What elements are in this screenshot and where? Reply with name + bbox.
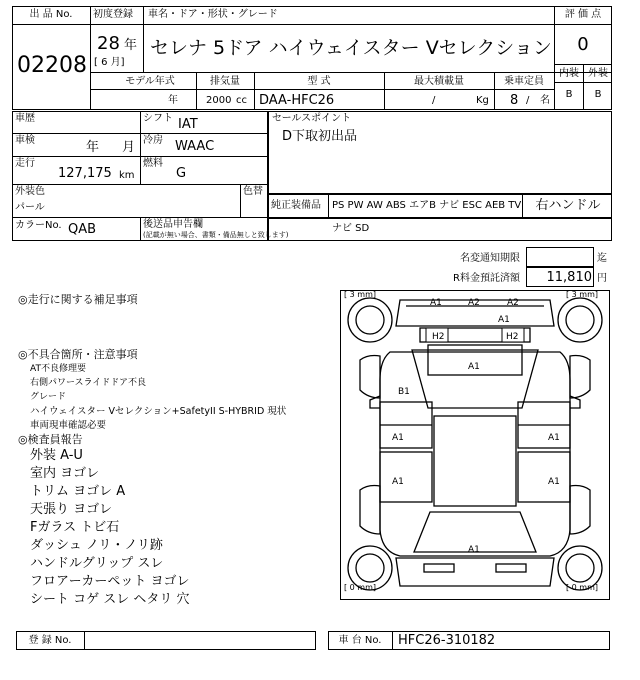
- score-label: 評 価 点: [564, 9, 602, 20]
- capacity-label: 乗車定員: [504, 76, 544, 87]
- defect-line: AT不良修理要: [30, 364, 86, 374]
- damage-mark: A1: [548, 433, 560, 443]
- ac-value: WAAC: [175, 139, 215, 154]
- color-no-label: カラーNo.: [15, 220, 62, 231]
- equipment-value: PS PW AW ABS エアB ナビ ESC AEB TV: [332, 200, 522, 211]
- damage-mark: A2: [507, 298, 519, 308]
- exterior-label: 外装: [588, 68, 608, 79]
- max-load-unit: Kg: [476, 95, 489, 106]
- model-year-unit: 年: [168, 95, 178, 106]
- name-change-label: 名変通知期限: [460, 253, 520, 264]
- interior-value: B: [565, 89, 573, 100]
- after-note: (記載が無い場合、書類・備品無しと致します): [143, 231, 289, 239]
- after-value-box: [268, 218, 612, 241]
- max-load-label: 最大積載量: [414, 76, 464, 87]
- recycle-value: 11,810: [546, 270, 592, 285]
- damage-mark: B1: [398, 387, 410, 397]
- color-no-value: QAB: [68, 222, 97, 237]
- damage-mark: A1: [430, 298, 442, 308]
- displacement-unit: cc: [236, 95, 247, 106]
- tire-rr-label: [ 0 mm]: [566, 583, 599, 592]
- recolor-label: 色替: [243, 186, 263, 197]
- inspector-line: 室内 ヨゴレ: [30, 466, 100, 481]
- fuel-value: G: [176, 166, 187, 181]
- fuel-label: 燃料: [143, 158, 163, 169]
- shift-value: IAT: [178, 117, 198, 132]
- handle-value: 右ハンドル: [535, 198, 601, 213]
- exterior-value: B: [594, 89, 602, 100]
- damage-mark: A1: [548, 477, 560, 487]
- color-value: パール: [15, 202, 45, 213]
- mileage-label: 走行: [15, 158, 35, 169]
- displacement-value: 2000: [206, 95, 232, 106]
- history-label: 車歴: [15, 113, 35, 124]
- defect-line: 車両現車確認必要: [30, 420, 107, 431]
- inspector-line: 天張り ヨゴレ: [30, 502, 113, 517]
- sales-point-label: セールスポイント: [272, 113, 352, 124]
- capacity-unit: 名: [540, 95, 550, 106]
- mileage-value: 127,175: [58, 166, 112, 181]
- inspector-line: フロアーカーペット ヨゴレ: [30, 574, 190, 589]
- shift-label: シフト: [143, 113, 173, 124]
- capacity-separator: /: [526, 95, 530, 106]
- defect-heading: ◎不具合箇所・注意事項: [18, 348, 138, 361]
- tire-rl-label: [ 0 mm]: [344, 583, 377, 592]
- driving-heading: ◎走行に関する補足事項: [18, 293, 138, 306]
- damage-mark: A1: [468, 545, 480, 555]
- inspection-month-unit: 月: [122, 140, 136, 155]
- damage-mark: H2: [506, 332, 519, 342]
- max-load-value: /: [432, 95, 436, 106]
- year-value: 28: [97, 33, 120, 54]
- damage-mark: A1: [392, 477, 404, 487]
- inspection-label: 車検: [15, 135, 35, 146]
- after-label: 後送品申告欄: [143, 219, 203, 230]
- name-change-unit: 迄: [597, 253, 607, 264]
- model-year-label: モデル年式: [125, 76, 175, 87]
- tire-fr-label: [ 3 mm]: [566, 290, 599, 299]
- tire-fl-label: [ 3 mm]: [344, 290, 377, 299]
- damage-mark: A2: [468, 298, 480, 308]
- damage-mark: H2: [432, 332, 445, 342]
- lot-number: 02208: [17, 53, 87, 78]
- car-diagram: [340, 290, 610, 600]
- recycle-unit: 円: [597, 273, 607, 284]
- first-reg-label: 初度登録: [93, 9, 133, 20]
- damage-mark: A1: [498, 315, 510, 325]
- tire-front-left-icon: [348, 298, 392, 342]
- model-value: DAA-HFC26: [259, 93, 335, 108]
- inspector-line: 外装 A-U: [30, 448, 83, 463]
- inspector-line: Fガラス トビ石: [30, 520, 120, 535]
- inspector-heading: ◎検査員報告: [18, 433, 83, 446]
- model-label: 型 式: [307, 76, 331, 87]
- sales-point-value: D下取初出品: [282, 129, 358, 144]
- after-value: ナビ SD: [332, 223, 370, 234]
- name-change-box: [526, 247, 594, 267]
- capacity-value: 8: [510, 93, 519, 108]
- reg-label: 登 録 No.: [28, 635, 72, 646]
- year-unit: 年: [124, 38, 138, 53]
- inspector-line: ダッシュ ノリ・ノリ跡: [30, 538, 163, 553]
- ac-label: 冷房: [143, 135, 163, 146]
- interior-label: 内装: [559, 68, 579, 79]
- defect-line: 右側パワースライドドア不良: [30, 378, 147, 388]
- lot-label: 出 品 No.: [29, 9, 73, 20]
- inspector-line: ハンドルグリップ スレ: [30, 556, 164, 571]
- inspector-line: トリム ヨゴレ A: [30, 484, 126, 499]
- chassis-label: 車 台 No.: [338, 635, 382, 646]
- color-label: 外装色: [15, 186, 45, 197]
- defect-line: ハイウェイスター Vセレクション+SafetyII S-HYBRID 現状: [30, 406, 287, 417]
- month-value: [ 6 月]: [94, 57, 125, 68]
- mileage-unit: km: [119, 170, 135, 181]
- defect-line: グレード: [30, 392, 67, 402]
- car-name: セレナ 5ドア ハイウェイスター Vセレクション: [150, 37, 552, 59]
- name-label: 車名・ドア・形状・グレード: [148, 9, 278, 20]
- displacement-label: 排気量: [210, 76, 240, 87]
- chassis-value: HFC26-310182: [398, 633, 496, 648]
- score-value: 0: [577, 34, 589, 55]
- inspection-year-unit: 年: [86, 140, 100, 155]
- tire-front-right-icon: [558, 298, 602, 342]
- inspector-line: シート コゲ スレ ヘタリ 穴: [30, 592, 190, 607]
- equipment-label: 純正装備品: [271, 200, 321, 211]
- recycle-label: R料金預託済額: [453, 273, 520, 284]
- damage-mark: A1: [392, 433, 404, 443]
- damage-mark: A1: [468, 362, 480, 372]
